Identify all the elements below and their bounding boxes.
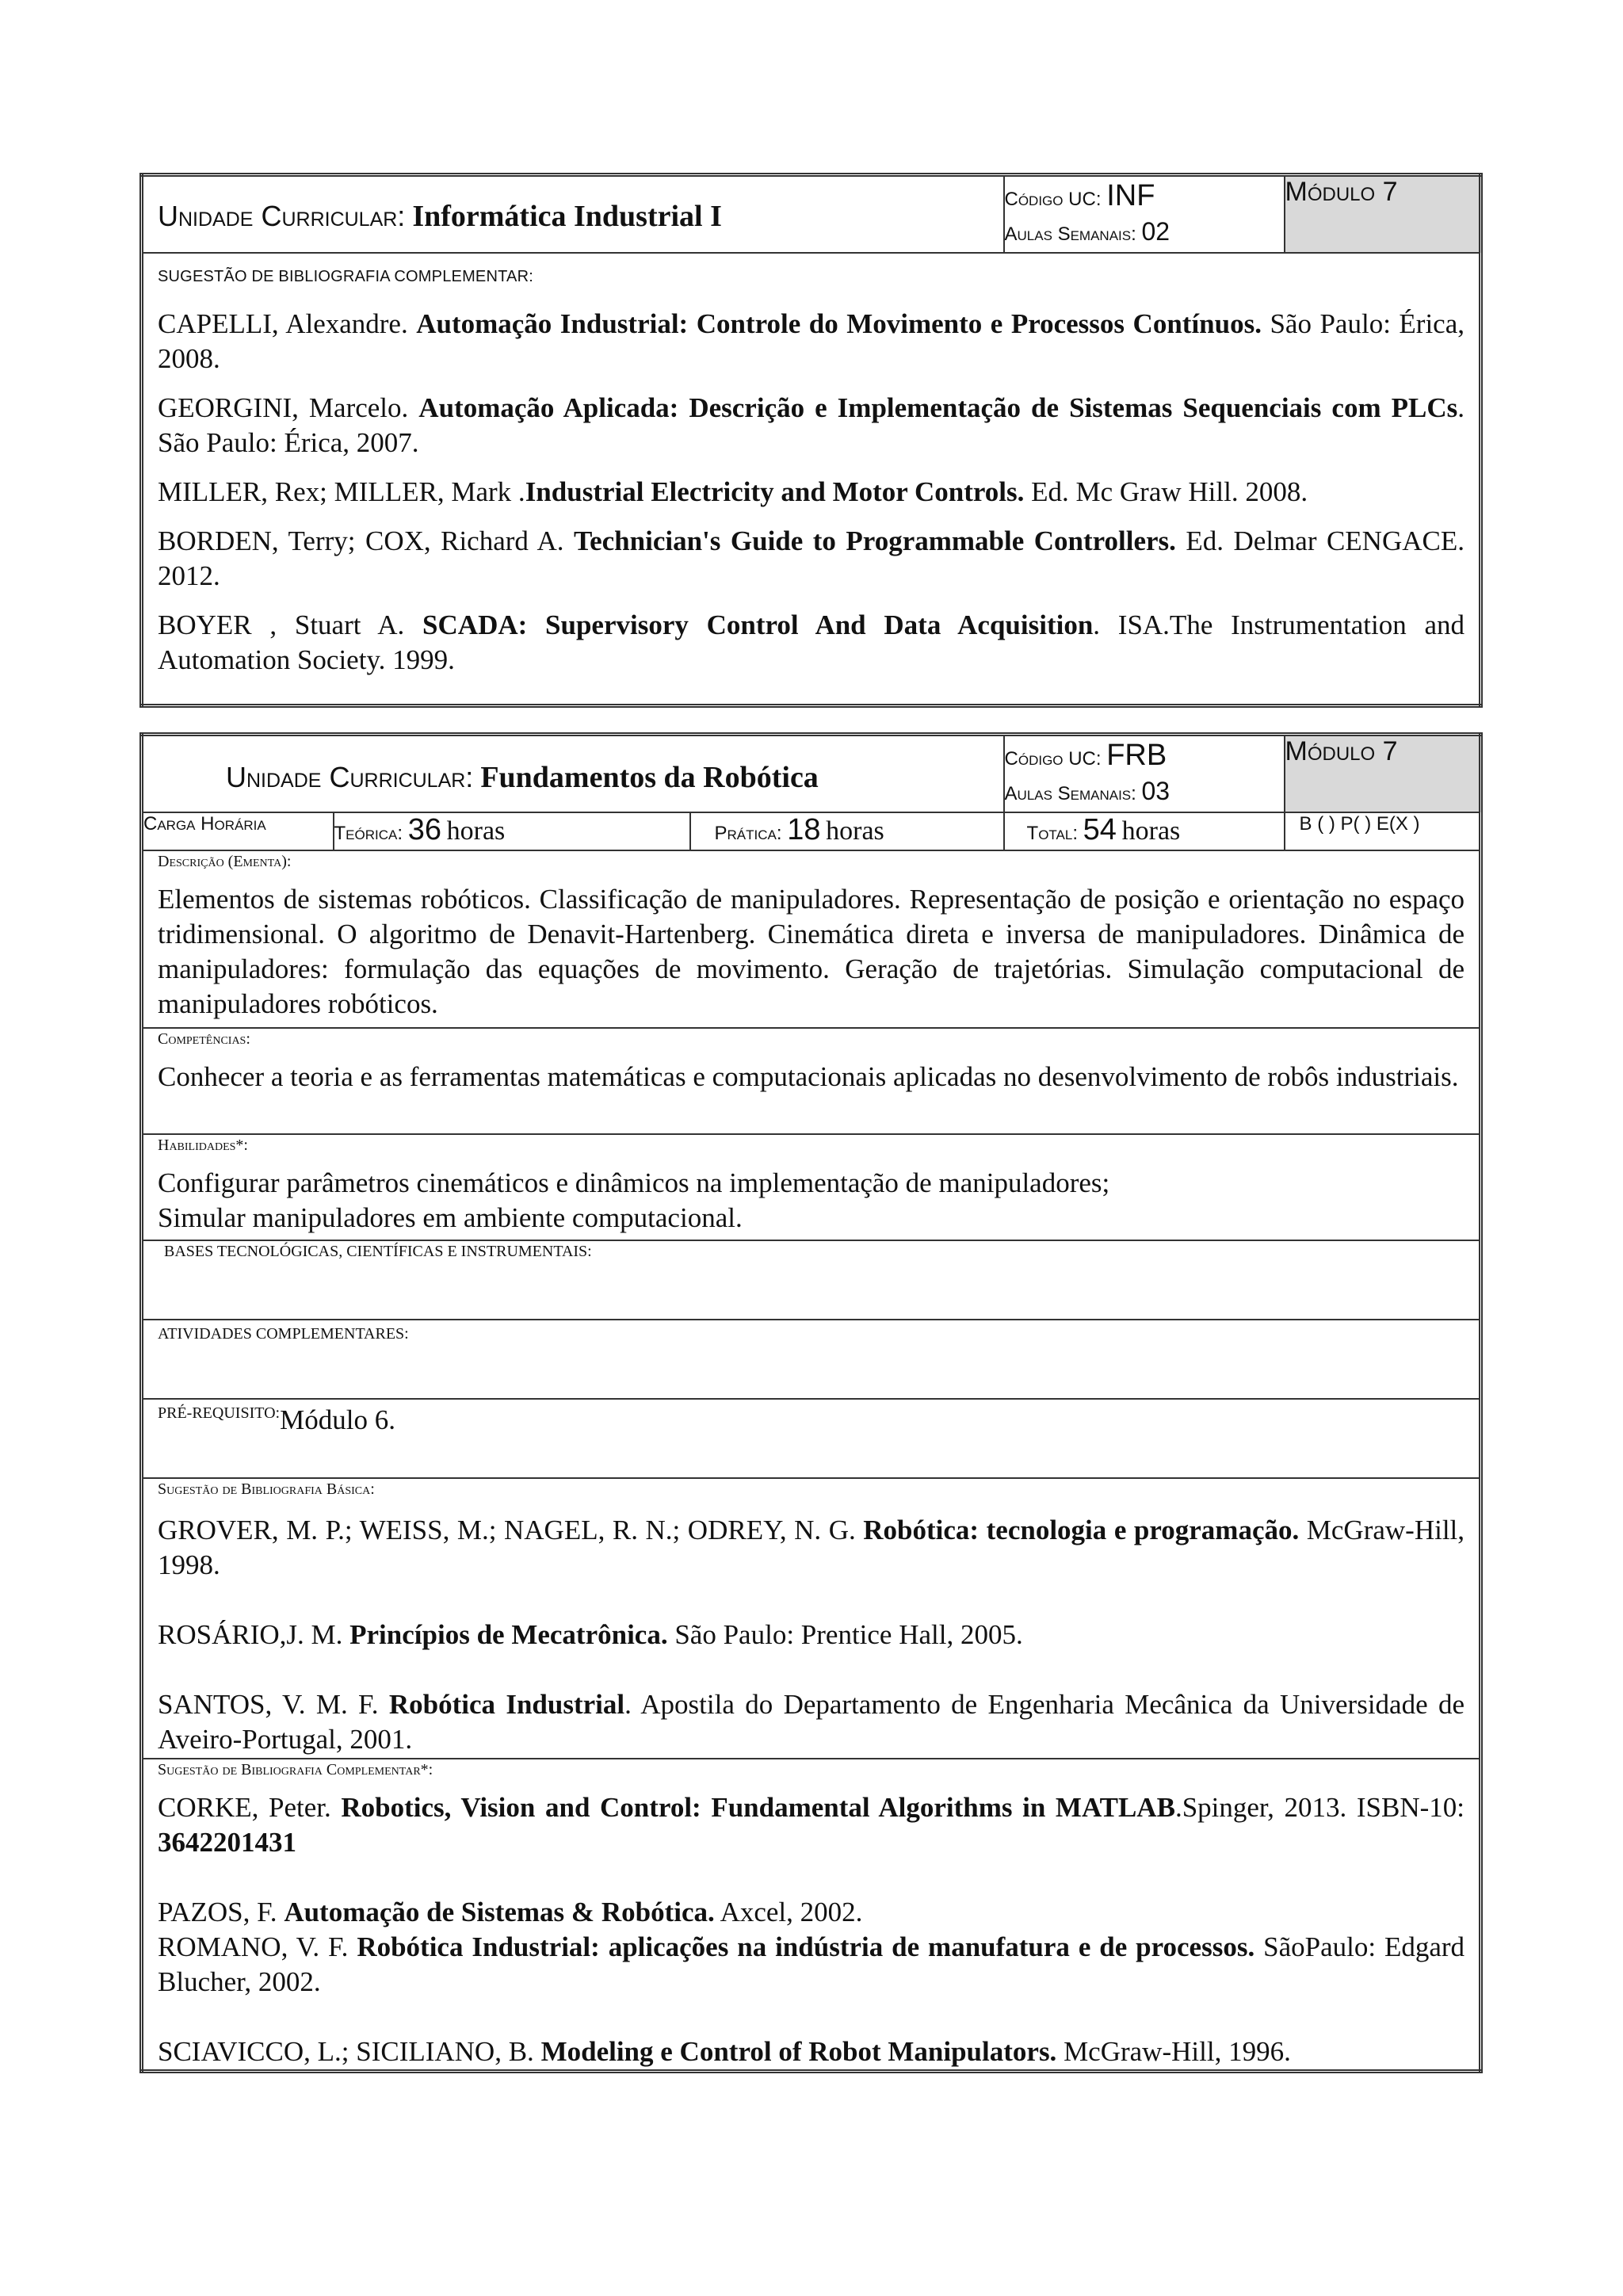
bib-reference-bold: Modeling e Control of Robot Manipulators. [540,2035,1057,2067]
uc-label: Unidade Curricular: [158,200,406,232]
atividades-label: ATIVIDADES COMPLEMENTARES: [158,1324,409,1343]
uc2-title: Fundamentos da Robótica [480,761,819,794]
atividades-section [142,1320,1481,1399]
bpe-cell [1285,812,1481,850]
prereq-value: Módulo 6. [280,1404,395,1435]
unit: horas [446,816,506,846]
bib-reference [158,307,1465,376]
bpe-value: B ( ) P( ) E(X ) [1299,812,1420,835]
bib-basica-section [142,1478,1481,1759]
bib-reference-post: . São Paulo: Érica, 2007. [158,392,1465,458]
pratica-label: Prática: [714,822,782,844]
modulo-value: Módulo 7 [1285,177,1398,207]
codigo-value: INF [1106,179,1155,212]
carga-horaria-label-cell [142,812,334,850]
bib-reference-post: São Paulo: Érica, 2008. [158,308,1465,374]
bib-reference [158,524,1465,594]
total-cell [1004,812,1285,850]
aulas-label: Aulas Semanais: [1004,223,1136,246]
unit: horas [1121,816,1181,846]
bib-complementar-section [142,253,1481,706]
modulo-value: Módulo 7 [1285,736,1398,766]
habilidades-line-1: Configurar parâmetros cinemáticos e dinâmicos na implementação de manipuladores; [158,1167,1110,1198]
bib-reference [158,1930,1465,2000]
bib-complementar-label: SUGESTÃO DE BIBLIOGRAFIA COMPLEMENTAR: [158,267,533,285]
bib-reference-post: SãoPaulo: Edgard Blucher, 2002. [158,1931,1465,1997]
bib-reference [158,1513,1465,1583]
bib-comp-section [142,1759,1481,2072]
descricao-text: Elementos de sistemas robóticos. Classificação de manipuladores. Representação de posição e orientação no espaço tridimensional. O algoritmo de Denavit-Hartenberg. Cinemática direta e inversa de manipuladores. Dinâmica de manipuladores: formulação das equações de movimento. Geração de trajetórias. Simulação computacional de manipuladores robóticos. [158,883,1465,1019]
bib-reference-pre: ROSÁRIO,J. M. [158,1618,350,1650]
bib-reference [158,1687,1465,1757]
bib-reference-bold2: 3642201431 [158,1826,296,1858]
pratica-value: 18 [787,812,821,846]
bib-reference-post: . ISA.The Instrumentation and Automation Society. 1999. [158,609,1465,675]
bib-list [143,307,1479,678]
uc-title-cell [142,175,1004,253]
bib-reference-bold: Automação Aplicada: Descrição e Implementação de Sistemas Sequenciais com PLCs [418,392,1458,423]
bib-reference-post: Axcel, 2002. [714,1896,863,1927]
bib-reference-pre: MILLER, Rex; MILLER, Mark . [158,476,525,507]
bib-reference-pre: BORDEN, Terry; COX, Richard A. [158,525,574,556]
bib-reference [158,1895,1465,1930]
codigo-label: Código UC: [1004,189,1102,210]
bib-reference-pre: SANTOS, V. M. F. [158,1688,389,1720]
total-label: Total: [1026,822,1078,844]
uc-title: Informática Industrial I [412,200,722,233]
bib-reference-pre: ROMANO, V. F. [158,1931,357,1962]
habilidades-section [142,1134,1481,1240]
bib-reference [158,475,1465,510]
bib-reference-pre: CORKE, Peter. [158,1791,342,1823]
uc2-label: Unidade Curricular: [226,761,474,793]
bib-reference-pre: CAPELLI, Alexandre. [158,308,417,339]
bib-reference-bold: Robótica Industrial: aplicações na indústria de manufatura e de processos. [357,1931,1255,1962]
bib-basica-list [143,1513,1479,1757]
aulas-value: 03 [1141,777,1170,806]
bib-reference [158,1790,1465,1860]
aulas-label: Aulas Semanais: [1004,783,1136,805]
bib-reference-bold: Automação de Sistemas & Robótica. [284,1896,715,1927]
habilidades-line-2: Simular manipuladores em ambiente computacional. [158,1201,743,1233]
descricao-section [142,850,1481,1028]
teorica-label: Teórica: [334,822,403,844]
uc-code-cell [1004,175,1285,253]
teorica-value: 36 [407,812,441,846]
descricao-label: Descrição (Ementa): [158,852,292,870]
competencias-label: Competências: [158,1030,250,1048]
competencias-text: Conhecer a teoria e as ferramentas matemáticas e computacionais aplicadas no desenvolvimento de robôs industriais. [158,1060,1459,1092]
bib-reference-pre: BOYER , Stuart A. [158,609,423,640]
bib-reference-post: São Paulo: Prentice Hall, 2005. [667,1618,1023,1650]
prerequisito-section [142,1399,1481,1478]
bib-reference-pre: GEORGINI, Marcelo. [158,392,419,423]
bib-reference-post: . Apostila do Departamento de Engenharia Mecânica da Universidade de Aveiro-Portugal, 2001. [158,1688,1465,1755]
teorica-cell [334,812,690,850]
bib-reference-bold: Robótica: tecnologia e programação. [863,1514,1300,1545]
bib-reference-bold: Robotics, Vision and Control: Fundamental Algorithms in MATLAB [341,1791,1175,1823]
pratica-cell [690,812,1004,850]
bib-reference-post: .Spinger, 2013. ISBN-10: [1174,1791,1465,1823]
carga-horaria-label: Carga Horária [143,812,266,835]
bib-reference-bold: SCADA: Supervisory Control And Data Acquisition [422,609,1094,640]
bib-reference-bold: Industrial Electricity and Motor Controls. [525,476,1025,507]
bib-reference-post: Ed. Mc Graw Hill. 2008. [1024,476,1308,507]
bib-comp-label: Sugestão de Bibliografia Complementar*: [158,1760,433,1778]
unit: horas [826,816,884,846]
bib-reference [158,391,1465,460]
total-value: 54 [1083,812,1117,846]
bib-reference-post: Ed. Delmar CENGACE. 2012. [158,525,1465,591]
prereq-label: PRÉ-REQUISITO: [158,1404,281,1422]
bib-reference-bold: Robótica Industrial [388,1688,625,1720]
bib-reference [158,608,1465,678]
bib-comp-list [143,1790,1479,2069]
bases-section [142,1240,1481,1320]
uc2-title-cell [142,735,1004,812]
bib-reference-bold: Technician's Guide to Programmable Controllers. [573,525,1176,556]
uc-robotica-table [139,732,1483,2073]
modulo-cell [1285,175,1481,253]
bib-basica-label: Sugestão de Bibliografia Básica: [158,1480,375,1498]
bib-reference-bold: Automação Industrial: Controle do Movimento e Processos Contínuos. [416,308,1262,339]
bib-reference-pre: SCIAVICCO, L.; SICILIANO, B. [158,2035,541,2067]
habilidades-label: Habilidades*: [158,1136,248,1154]
aulas-value: 02 [1141,217,1170,246]
bib-reference [158,2034,1465,2069]
codigo-label: Código UC: [1004,748,1102,770]
uc-informatica-table [139,173,1483,708]
bib-reference [158,1618,1465,1652]
bib-reference-bold: Princípios de Mecatrônica. [349,1618,668,1650]
modulo-cell [1285,735,1481,812]
competencias-section [142,1028,1481,1134]
uc2-code-cell [1004,735,1285,812]
bib-reference-post: McGraw-Hill, 1996. [1056,2035,1291,2067]
bib-reference-pre: PAZOS, F. [158,1896,285,1927]
bib-reference-pre: GROVER, M. P.; WEISS, M.; NAGEL, R. N.; ODREY, N. G. [158,1514,864,1545]
bases-label: BASES TECNOLÓGICAS, CIENTÍFICAS E INSTRUMENTAIS: [164,1242,592,1260]
bib-reference-post: McGraw-Hill, 1998. [158,1514,1465,1580]
codigo-value: FRB [1106,739,1167,772]
